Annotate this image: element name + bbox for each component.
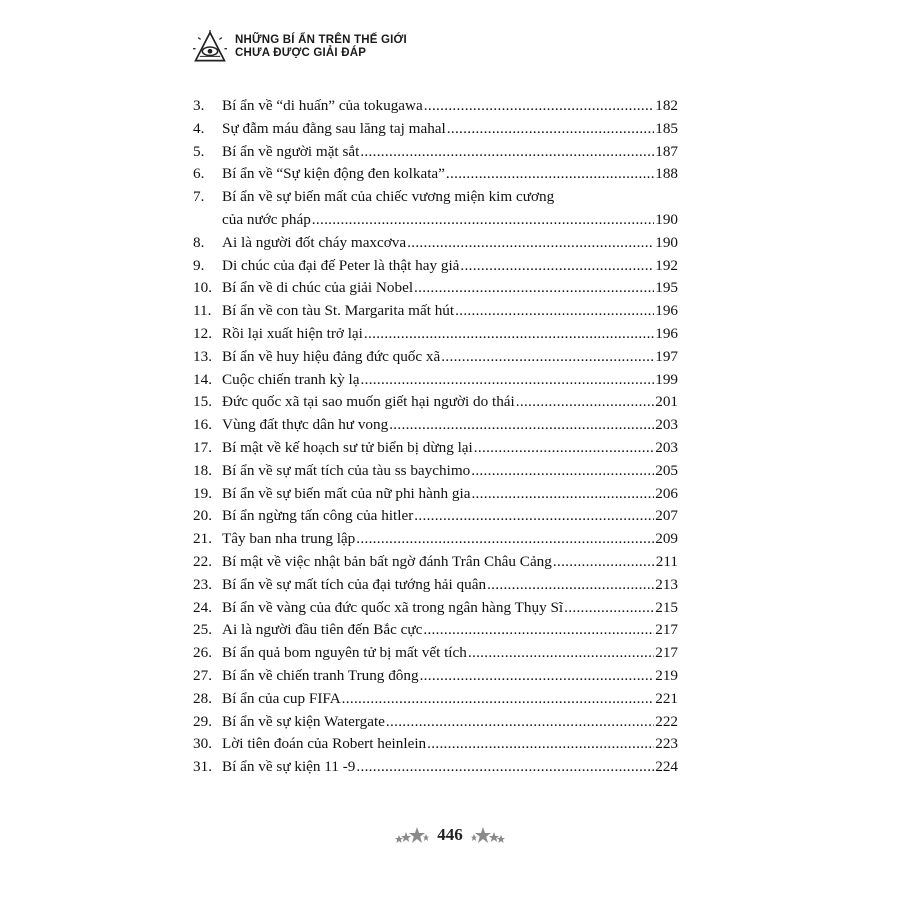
toc-entry [193,323,678,346]
toc-entry-title: Đức quốc xã tại sao muốn giết hại người do thái [222,393,515,411]
dot-leader [516,391,654,414]
toc-entry-title: Bí mật về kế hoạch sư tử biển bị dừng lại [222,438,473,456]
book-title [235,34,407,60]
toc-entry [193,619,678,642]
dot-leader [427,733,654,756]
toc-entry-page: 207 [655,507,678,525]
dot-leader [564,597,654,620]
toc-entry-page: 182 [655,97,678,114]
toc-entry-page: 206 [655,484,678,502]
toc-entry-title: Tây ban nha trung lập [222,530,356,548]
dot-leader [361,369,655,392]
toc-entry-page: 195 [655,279,678,297]
toc-entry-page: 203 [655,438,678,456]
toc-entry-number: 29. [193,712,212,730]
toc-entry-title: Bí ẩn về con tàu St. Margarita mất hút [222,302,455,320]
toc-entry-page: 213 [655,575,678,593]
toc-entry-number: 25. [193,621,212,639]
dot-leader [474,437,654,460]
toc-entry-page: 188 [655,165,678,183]
toc-entry-number: 22. [193,552,212,570]
toc-entry-title: Bí ẩn về sự mất tích của tàu ss baychimo [222,461,471,479]
toc-entry [193,505,678,528]
toc-entry-title: Cuộc chiến tranh kỳ lạ [222,370,360,388]
toc-entry-title: Bí ẩn của cup FIFA [222,689,341,707]
book-title-line1: NHỮNG BÍ ẨN TRÊN THẾ GIỚI [235,34,407,46]
toc-entry-number: 28. [193,689,212,707]
toc-entry-number: 24. [193,598,212,616]
toc-entry-number: 13. [193,347,212,365]
toc-entry [193,711,678,734]
toc-entry-page: 211 [655,552,678,570]
dot-leader [468,642,654,665]
toc-entry [193,255,678,278]
toc-entry-page: 192 [655,256,678,274]
toc-entry-title: Bí ẩn về huy hiệu đảng đức quốc xã [222,347,441,365]
toc-entry [193,688,678,711]
toc-entry-number: 15. [193,393,212,411]
toc-entry-title: của nước pháp [222,210,311,228]
toc-entry-number: 9. [193,256,205,274]
toc-entry [193,391,678,414]
toc-entry [193,95,678,118]
toc-entry [193,300,678,323]
dot-leader [420,665,655,688]
toc-entry-page: 209 [655,530,678,548]
dot-leader [446,163,654,186]
toc-entry-page: 217 [655,644,678,662]
toc-entry-number: 5. [193,142,205,160]
page-footer [0,825,900,845]
toc-entry [193,414,678,437]
toc-entry [193,369,678,392]
dot-leader [553,551,655,574]
toc-entry-title: Bí ẩn ngừng tấn công của hitler [222,507,414,525]
toc-entry-number: 12. [193,324,212,342]
eye-triangle-icon [193,30,227,64]
dot-leader [389,414,654,437]
toc-entry [193,551,678,574]
toc-entry-title: Bí ẩn về chiến tranh Trung đông [222,666,419,684]
toc-entry [193,665,678,688]
toc-entry-page: 205 [655,461,678,479]
dot-leader [423,619,654,642]
toc-entry-page: 187 [655,142,678,160]
toc-entry-number: 30. [193,735,212,753]
toc-entry-title: Bí ẩn về vàng của đức quốc xã trong ngân hàng Thụy Sĩ [222,598,564,616]
dot-leader [471,460,654,483]
toc-entry [193,483,678,506]
toc-entry-number: 27. [193,666,212,684]
toc-entry-page: 223 [655,735,678,753]
toc-entry [193,232,678,255]
toc-entry-page: 185 [655,119,678,137]
toc-entry [193,528,678,551]
toc-entry-number: 31. [193,758,212,776]
toc-entry-page: 201 [655,393,678,411]
toc-entry-number: 17. [193,438,212,456]
toc-entry-number: 8. [193,233,205,251]
toc-entry-title: Vùng đất thực dân hư vong [222,416,389,434]
toc-entry-page: 190 [655,233,678,251]
dot-leader [455,300,654,323]
dot-leader [360,141,654,164]
toc-entry [193,733,678,756]
toc-entry [193,642,678,665]
toc-entry-number: 20. [193,507,212,525]
toc-entry-title: Bí ẩn về di chúc của giải Nobel [222,279,414,297]
dot-leader [460,255,654,278]
toc-entry [193,756,678,779]
toc-entry-page: 224 [655,758,678,776]
dot-leader [471,483,654,506]
toc-entry-title: Ai là người đầu tiên đến Bắc cực [222,621,423,639]
toc-entry-number: 16. [193,416,212,434]
dot-leader [407,232,654,255]
dot-leader [487,574,654,597]
dot-leader [386,711,654,734]
toc-entry-page: 215 [655,598,678,616]
star-cluster-icon [395,826,429,844]
dot-leader [342,688,655,711]
dot-leader [447,118,654,141]
dot-leader [356,528,654,551]
toc-entry [193,597,678,620]
toc-entry-number: 4. [193,119,205,137]
dot-leader [414,505,654,528]
toc-entry-title: Bí ẩn về “Sự kiện động đen kolkata” [222,165,445,183]
toc-entry-number: 14. [193,370,212,388]
toc-entry-title: Bí ẩn về sự biến mất của nữ phi hành gia [222,484,471,502]
toc-entry [193,437,678,460]
toc-entry [193,118,678,141]
page-number: 446 [437,825,463,844]
toc-entry-number: 6. [193,165,205,183]
toc-entry [193,277,678,300]
dot-leader [424,95,654,118]
toc-entry-title: Bí ẩn quả bom nguyên tử bị mất vết tích [222,644,467,662]
table-of-contents [193,95,678,779]
book-title-line2: CHƯA ĐƯỢC GIẢI ĐÁP [235,47,367,59]
toc-entry-title: Sự đẫm máu đằng sau lăng taj mahal [222,119,446,137]
running-header [193,30,407,64]
toc-entry-number: 19. [193,484,212,502]
toc-entry-title-line1: Bí ẩn về sự biến mất của chiếc vương miện kim cương [222,188,555,206]
toc-entry-title: Ai là người đốt cháy maxcơva [222,233,407,251]
dot-leader [414,277,654,300]
toc-entry-page: 196 [655,324,678,342]
toc-entry-page: 217 [655,621,678,639]
toc-entry-title: Bí ẩn về sự kiện Watergate [222,712,385,730]
toc-entry-number: 3. [193,97,205,114]
toc-entry-number: 7. [193,188,205,206]
dot-leader [356,756,654,779]
toc-entry [193,186,678,232]
toc-entry-number: 26. [193,644,212,662]
toc-entry-page: 196 [655,302,678,320]
toc-entry-title: Bí mật về việc nhật bản bất ngờ đánh Trân Châu Cảng [222,552,552,570]
toc-entry-page: 197 [655,347,678,365]
toc-entry-title: Bí ẩn về người mặt sắt [222,142,360,160]
toc-entry-title: Lời tiên đoán của Robert heinlein [222,735,427,753]
dot-leader [364,323,654,346]
toc-entry-title: Rồi lại xuất hiện trở lại [222,324,363,342]
toc-entry-page: 222 [655,712,678,730]
toc-entry-title: Bí ẩn về sự kiện 11 -9 [222,758,356,776]
toc-entry [193,346,678,369]
toc-entry-number: 18. [193,461,212,479]
toc-entry-page: 203 [655,416,678,434]
star-cluster-icon [471,826,505,844]
toc-entry-title: Bí ẩn về sự mất tích của đại tướng hải quân [222,575,487,593]
dot-leader [441,346,654,369]
toc-entry [193,460,678,483]
toc-entry [193,141,678,164]
dot-leader [312,209,654,232]
toc-entry [193,574,678,597]
toc-entry-number: 23. [193,575,212,593]
toc-entry-number: 11. [193,302,212,320]
toc-entry-page: 219 [655,666,678,684]
toc-entry-page: 190 [655,210,678,228]
toc-entry [193,163,678,186]
toc-entry-number: 21. [193,530,212,548]
toc-entry-title: Bí ẩn về “di huấn” của tokugawa [222,97,423,114]
toc-entry-title: Di chúc của đại đế Peter là thật hay giả [222,256,460,274]
toc-entry-number: 10. [193,279,212,297]
toc-entry-page: 221 [655,689,678,707]
toc-entry-page: 199 [655,370,678,388]
